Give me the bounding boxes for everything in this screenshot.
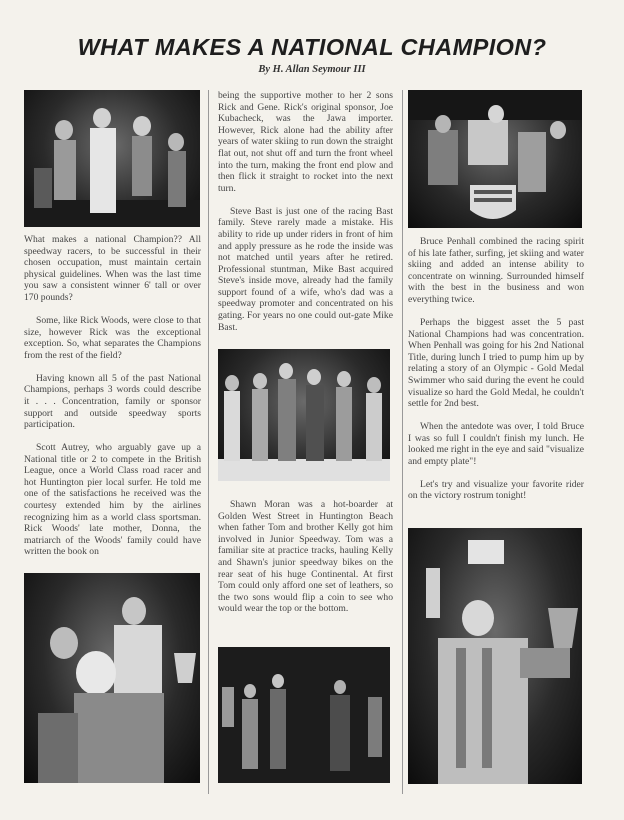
paragraph: Shawn Moran was a hot-boarder at Golden West Street in Huntington Beach when father Tom and brother Kelly got him involved in Junior Speedway. Tom was a familiar site at practice tracks, hauling Kelly and Shawn's junior speedway bikes on the rear seat of his huge Continental. At first Tom could only afford one set of leathers, so the two sons would flip a coin to see who would wear the top or the bottom. [218, 499, 393, 615]
article-title: WHAT MAKES A NATIONAL CHAMPION? [77, 34, 547, 60]
column-rule-left [208, 90, 209, 794]
article-byline: By H. Allan Seymour III [258, 64, 366, 75]
paragraph: Having known all 5 of the past National Champions, perhaps 3 words could describe it . . . Concentration, family or sponsor support and outside speedway sports participation. [24, 372, 201, 431]
paragraph: Some, like Rick Woods, were close to that size, however Rick was the exceptional exception. So, what separates the Champions from the rest of the field? [24, 314, 201, 361]
column-rule-right [402, 90, 403, 794]
paragraph: Let's try and visualize your favorite rider on the victory rostrum tonight! [408, 478, 584, 502]
paragraph: being the supportive mother to her 2 sons Rick and Gene. Rick's original sponsor, Joe Kubacheck, was the Jawa importer. However, Rick alone had the ability after years of water skiing to run down the straight flat out, not shut off and turn the front wheel into the turn, making the front end plow and then flick it straight to rocket into the next turn. [218, 90, 393, 194]
paragraph: When the antedote was over, I told Bruce I was so full I couldn't finish my lunch. He looked me right in the eye and said "visualize and empty plate"! [408, 421, 584, 467]
photo-trophy-lineup [218, 349, 390, 481]
column-2-text-middle [218, 499, 393, 626]
column-2-text-top [218, 90, 393, 345]
paragraph: Perhaps the biggest asset the 5 past National Champions had was concentration. When Penhall was going for his 2nd National Title, during lunch I tried to pump him up by relating a story of an Olympic - Gold Medal Swimmer who said during the event he could visualize so hard the Gold Medal, he couldn't settle for 2nd best. [408, 316, 584, 410]
column-3-text [408, 236, 584, 513]
paragraph: Scott Autrey, who arguably gave up a National title or 2 to compete in the British League, once a World Class road racer and hot Huntington pier local surfer. He told me one of the satisfactions he received was the courtesy extended him by the airlines recognizing him as a world class sportsman. Rick Woods' late mother, Donna, the matriarch of the Woods' family could have written the book on [24, 442, 201, 558]
paragraph: What makes a national Champion?? All speedway racers, to be successful in their chosen occupation, must maintain certain physical guidelines. When was the last time you saw a consistent winner 6' tall or over 170 pounds? [24, 234, 201, 303]
paragraph: Bruce Penhall combined the racing spirit of his late father, surfing, jet skiing and water skiing and added an intense ability to concentrate on winning. Surrounded himself with the best in the business and won everything twice. [408, 236, 584, 305]
column-1-text [24, 234, 201, 569]
paragraph: Steve Bast is just one of the racing Bast family. Steve rarely made a mistake. His ability to ride up under riders in front of him and apply pressure as he rode the inside was not matched until years after he retired. Professional stuntman, Mike Bast acquired Steve's inside move, already had the family support found of a wife, who's dad was a speedway promoter and concentrated on his gating. For years no one could out-gate Mike Bast. [218, 205, 393, 333]
photo-podium-celebration [24, 90, 200, 227]
photo-victory-fist [408, 528, 582, 784]
photo-flags-podium [408, 90, 582, 228]
photo-trophy-presentation [24, 573, 200, 783]
photo-night-celebration [218, 647, 390, 783]
